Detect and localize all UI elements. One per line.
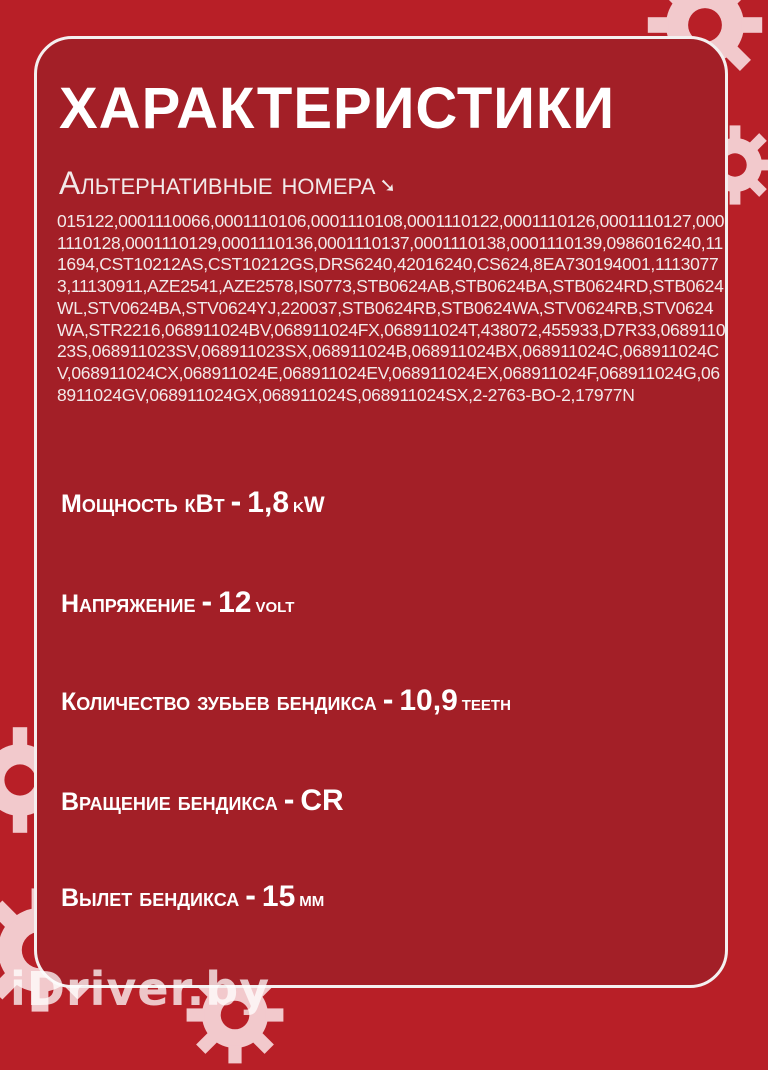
spec-value: CR: [300, 784, 344, 817]
spec-value: 1,8: [247, 486, 290, 519]
spec-dash: -: [230, 483, 242, 519]
alt-numbers-label: Альтернативные номера: [59, 165, 376, 201]
spec-label: Напряжение: [61, 590, 196, 618]
page-title: ХАРАКТЕРИСТИКИ: [59, 76, 616, 141]
spec-unit: teeth: [461, 690, 511, 715]
spec-value: 12: [218, 586, 252, 619]
spec-dash: -: [201, 583, 213, 619]
alt-numbers-heading: [59, 165, 396, 202]
spec-unit: kW: [293, 492, 325, 517]
watermark-logo: iDriver.by: [10, 962, 271, 1016]
spec-dash: -: [382, 681, 394, 717]
spec-voltage: [61, 583, 294, 620]
spec-reach: [61, 877, 324, 914]
spec-label: Вылет бендикса: [61, 884, 240, 912]
spec-label: Количество зубьев бендикса: [61, 688, 377, 716]
spec-dash: -: [245, 877, 256, 913]
spec-power: [61, 483, 325, 520]
spec-value: 15: [261, 880, 296, 913]
spec-label: Мощность кВт: [61, 490, 225, 518]
arrow-down-right-icon: ➘: [379, 175, 397, 198]
characteristics-card: [34, 36, 728, 988]
alt-numbers-list: 015122,0001110066,0001110106,0001110108,0001110122,0001110126,0001110127,0001110128,0001110129,0001110136,0001110137,0001110138,0001110139,0986016240,111694,CST10212AS,CST10212GS,DRS6240,42016240,CS624,8EA730194001,11130773,11130911,AZE2541,AZE2578,IS0773,STB0624AB,STB0624BA,STB0624RD,STB0624WL,STV0624BA,STV0624YJ,220037,STB0624RB,STB0624WA,STV0624RB,STV0624WA,STR2216,068911024BV,068911024FX,068911024T,438072,455933,D7R33,068911023S,068911023SV,068911023SX,068911024B,068911024BX,068911024C,068911024CV,068911024CX,068911024E,068911024EV,068911024EX,068911024F,068911024G,068911024GV,068911024GX,068911024S,068911024SX,2-2763-BO-2,17977N: [57, 211, 726, 405]
spec-rotation: [61, 781, 348, 818]
spec-dash: -: [283, 781, 295, 817]
spec-value: 10,9: [399, 684, 458, 717]
spec-label: Вращение бендикса: [61, 788, 278, 816]
spec-teeth: [61, 681, 511, 718]
spec-unit: мм: [299, 886, 325, 911]
spec-unit: volt: [255, 592, 295, 617]
